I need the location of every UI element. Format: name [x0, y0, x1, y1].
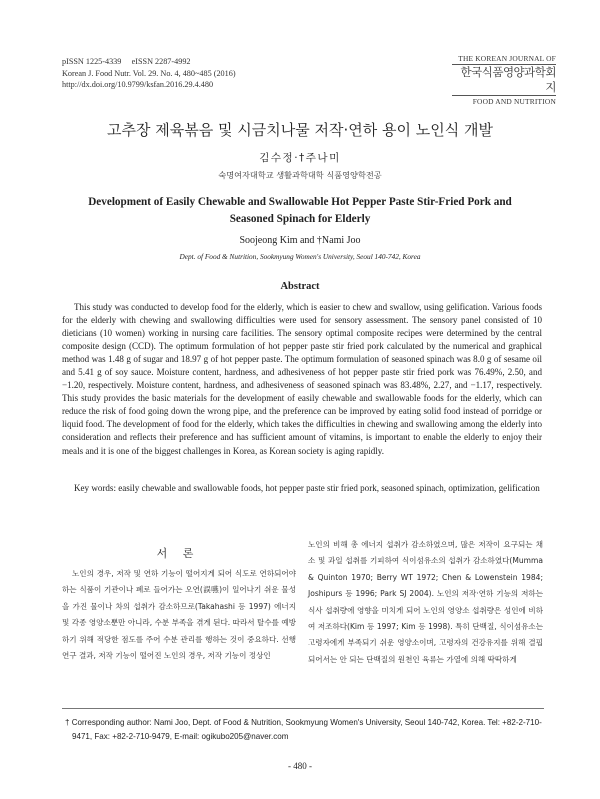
korean-authors: 김수정·†주나미 [259, 152, 341, 164]
citation-line: Korean J. Food Nutr. Vol. 29. No. 4, 480~485 (2016) [62, 68, 236, 78]
korean-title: 고추장 제육볶음 및 시금치나물 저작·연하 용이 노인식 개발 [107, 121, 493, 139]
body-column-right: 노인의 비해 총 에너지 섭취가 감소하였으며, 많은 저작이 요구되는 채소 및 과일 섭취를 기피하여 식이섬유소의 섭취가 감소하였다(Mumma & Quinton 1970; Berry WT 1972; Chen & Lowenstein 1984; Joshipurs 등 1996; Park SJ 2004). 노인의 저작·연하 기능의 저하는 식사 섭취량에 영향을 미치게 되어 노인의 영양소 섭취량은 성인에 비하여 저조하다(Kim 등 1997; Kim 등 1998). 특히 단백질, 식이섬유소는 고령자에게 부족되기 쉬운 영양소이며, 고령자의 건강유지를 위해 결핍되어서는 안 되는 단백질의 원천인 육류는 가열에 의해 딱딱하게 [308, 540, 543, 664]
english-affiliation: Dept. of Food & Nutrition, Sookmyung Women's University, Seoul 140-742, Korea [179, 252, 421, 261]
english-authors: Soojeong Kim and †Nami Joo [239, 235, 361, 246]
abstract-text: This study was conducted to develop food for the elderly, which is easier to chew and swallow, using gelification. Various foods for the elderly with chewing and swallowing difficulties were used for sensory assessment. The sensory panel consisted of 10 dieticians (10 women) working in nursing care facilities. The sensory optimal composite recipes were determined by the central composite design (CCD). The optimum formulation of hot pepper paste stir fried pork calculated by the numerical and graphical method was 1.48 g of sugar and 18.97 g of hot pepper paste. The optimum formulation of seasoned spinach was 8.0 g of sesame oil and 5.41 g of soy sauce. Moisture content, hardness, and adhesiveness of hot pepper paste stir fried pork was 76.49%, 2.50, and −1.20, respectively. Moisture content, hardness, and adhesiveness of seasoned spinach was 83.48%, 2.27, and −1.17, respectively. This study provides the basic materials for the development of easily chewable and swallowable foods for the elderly, which can reduce the risk of food going down the wrong pipe, and the preference can be improved by eating solid food instead of porridge or liquid food. The development of food for the elderly, which takes the difficulties in chewing and swallowing among the elderly into consideration and reflects their preference and has sufficient amount of vitamins, is important to enable the elderly to enjoy their meals and it is one of the biggest challenges in Korea, as Korean society is aging rapidly. [62, 302, 542, 456]
issn-line: pISSN 1225-4339 eISSN 2287-4992 [62, 57, 191, 66]
doi-link[interactable]: http://dx.doi.org/10.9799/ksfan.2016.29.4.480 [62, 80, 214, 89]
abstract-heading: Abstract [280, 281, 320, 292]
citation-block [62, 56, 236, 91]
journal-logo [452, 54, 556, 106]
journal-name-en-top: THE KOREAN JOURNAL OF [452, 54, 556, 65]
corresponding-author-footnote [62, 708, 544, 743]
korean-affiliation: 숙명여자대학교 생활과학대학 식품영양학전공 [218, 170, 382, 180]
introduction-heading: 서 론 [156, 547, 200, 560]
body-column-left: 노인의 경우, 저작 및 연하 기능이 떨어지게 되어 식도로 연하되어야 하는 식품이 기관이나 폐로 들어가는 오연(誤嚥)이 일어나기 쉬운 물성을 가진 물이나 차의 섭취가 감소하므로(Takahashi 등 1997) 에너지 및 각종 영양소뿐만 아니라, 수분 부족을 겪게 된다. 따라서 탈수를 예방하기 위해 적당한 점도를 주어 수분 관리를 행하는 것이 중요하다. 선행 연구 결과, 저작 기능이 떨어진 노인의 경우, 저작 기능이 정상인 [62, 569, 296, 661]
page-number: - 480 - [288, 761, 312, 771]
journal-name-en-bottom: FOOD AND NUTRITION [452, 95, 556, 106]
keywords: Key words: easily chewable and swallowable foods, hot pepper paste stir fried pork, seasoned spinach, optimization, gelification [74, 483, 540, 493]
english-title: Development of Easily Chewable and Swallowable Hot Pepper Paste Stir-Fried Pork and Seasoned Spinach for Elderly [88, 196, 512, 225]
footnote-text: † Corresponding author: Nami Joo, Dept. of Food & Nutrition, Sookmyung Women's University, Seoul 140-742, Korea. Tel: +82-2-710-9471, Fax: +82-2-710-9479, E-mail: ogikubo205@naver.com [65, 718, 542, 741]
journal-name-kr: 한국식품영양과학회지 [460, 65, 556, 94]
